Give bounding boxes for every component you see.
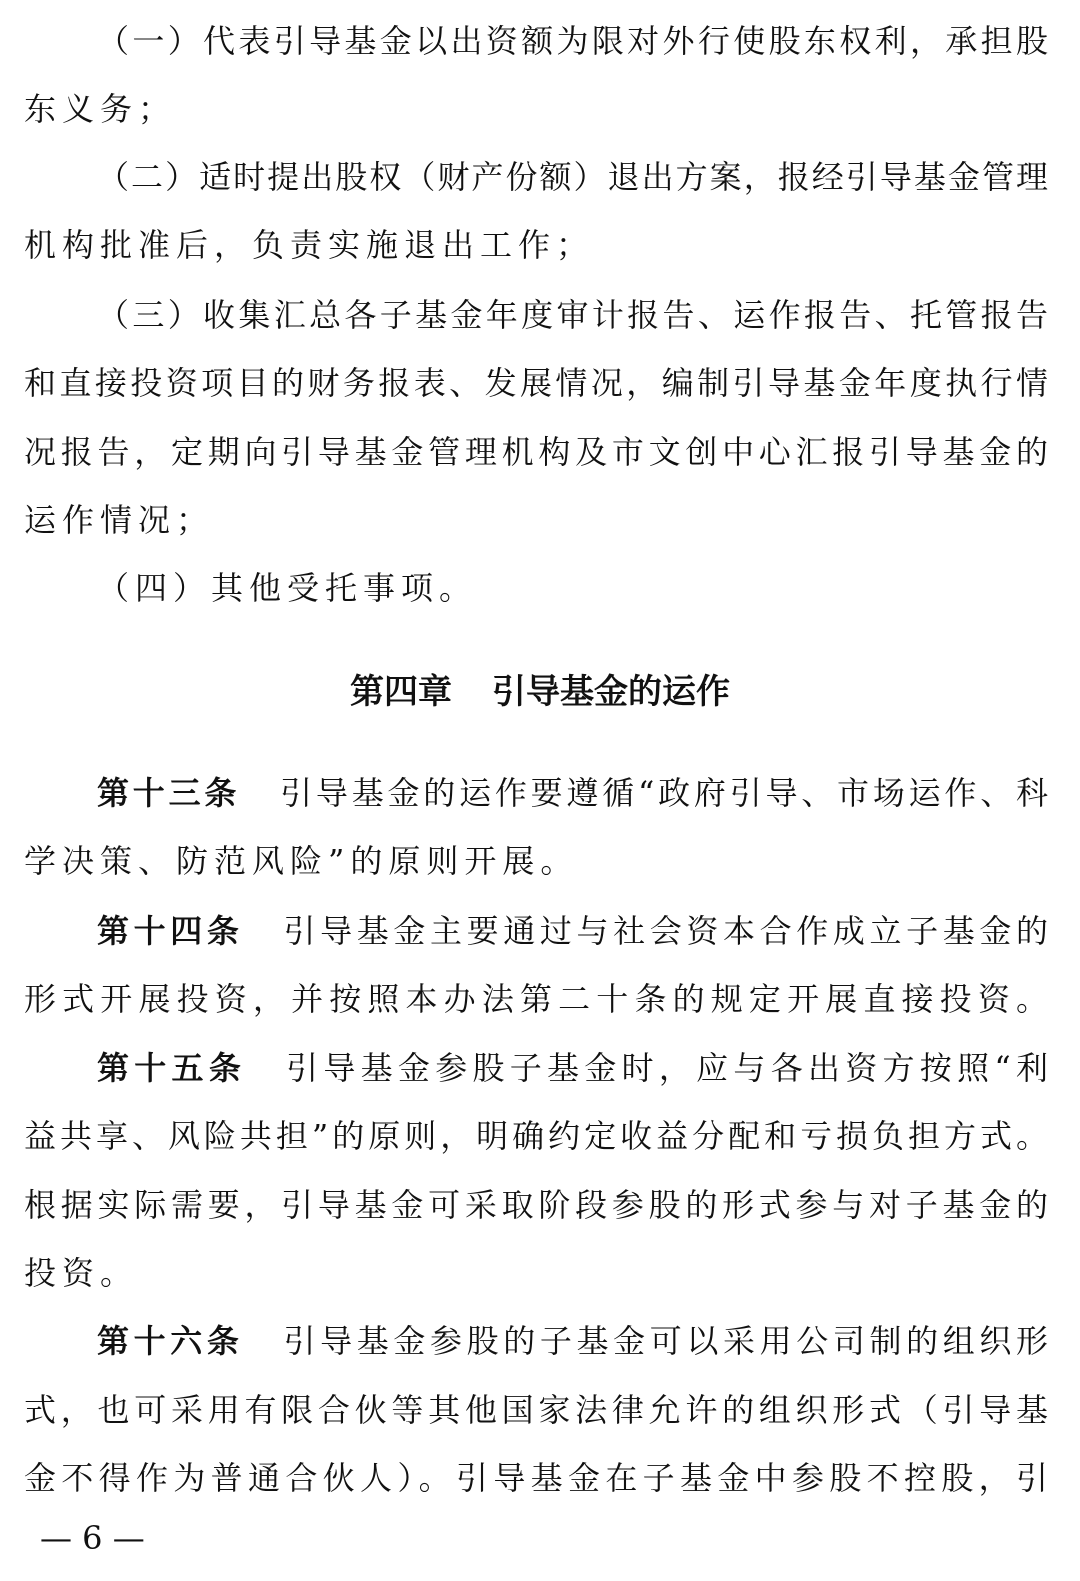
chapter-heading (0, 664, 1080, 720)
article-15-label: 第十五条 (97, 1049, 247, 1087)
article-15-line-3: 根据实际需要，引导基金可采取阶段参股的形式参与对子基金的 (24, 1186, 1048, 1224)
item-3-line-4: 运作情况； (24, 501, 215, 539)
chapter-title: 引导基金的运作 (492, 672, 730, 712)
article-16-line-3: 金不得作为普通合伙人）。引导基金在子基金中参股不控股，引 (24, 1459, 1048, 1497)
item-3-line-3: 况报告，定期向引导基金管理机构及市文创中心汇报引导基金的 (24, 433, 1048, 471)
article-13-line-2: 学决策、防范风险”的原则开展。 (24, 842, 579, 880)
item-1-line-1: （一）代表引导基金以出资额为限对外行使股东权利，承担股 (97, 22, 1048, 60)
article-16-line-1 (97, 1316, 1048, 1366)
article-15-line-4: 投资。 (24, 1254, 139, 1292)
item-3-line-1: （三）收集汇总各子基金年度审计报告、运作报告、托管报告 (97, 296, 1048, 334)
article-16-text: 引导基金参股的子基金可以采用公司制的组织形 (283, 1322, 1048, 1360)
item-3-line-2: 和直接投资项目的财务报表、发展情况，编制引导基金年度执行情 (24, 364, 1048, 402)
article-14-text: 引导基金主要通过与社会资本合作成立子基金的 (283, 912, 1048, 950)
article-13-label: 第十三条 (97, 774, 241, 812)
article-14-line-2: 形式开展投资，并按照本办法第二十条的规定开展直接投资。 (24, 980, 1048, 1018)
item-2-line-1: （二）适时提出股权（财产份额）退出方案，报经引导基金管理 (97, 158, 1048, 196)
article-13-line-1 (97, 768, 1048, 818)
page-number: — 6 — (40, 1519, 145, 1557)
article-15-line-1 (97, 1043, 1048, 1093)
article-16-line-2: 式，也可采用有限合伙等其他国家法律允许的组织形式（引导基 (24, 1391, 1048, 1429)
article-14-label: 第十四条 (97, 912, 244, 950)
chapter-number: 第四章 (350, 672, 452, 712)
article-13-text: 引导基金的运作要遵循“政府引导、市场运作、科 (280, 774, 1048, 812)
item-2-line-2: 机构批准后，负责实施退出工作； (24, 226, 595, 264)
article-15-text: 引导基金参股子基金时，应与各出资方按照“利 (286, 1049, 1048, 1087)
article-14-line-1 (97, 906, 1048, 956)
item-4-line-1: （四）其他受托事项。 (97, 569, 478, 607)
item-1-line-2: 东义务； (24, 90, 177, 128)
article-16-label: 第十六条 (97, 1322, 244, 1360)
article-15-line-2: 益共享、风险共担”的原则，明确约定收益分配和亏损负担方式。 (24, 1117, 1048, 1155)
